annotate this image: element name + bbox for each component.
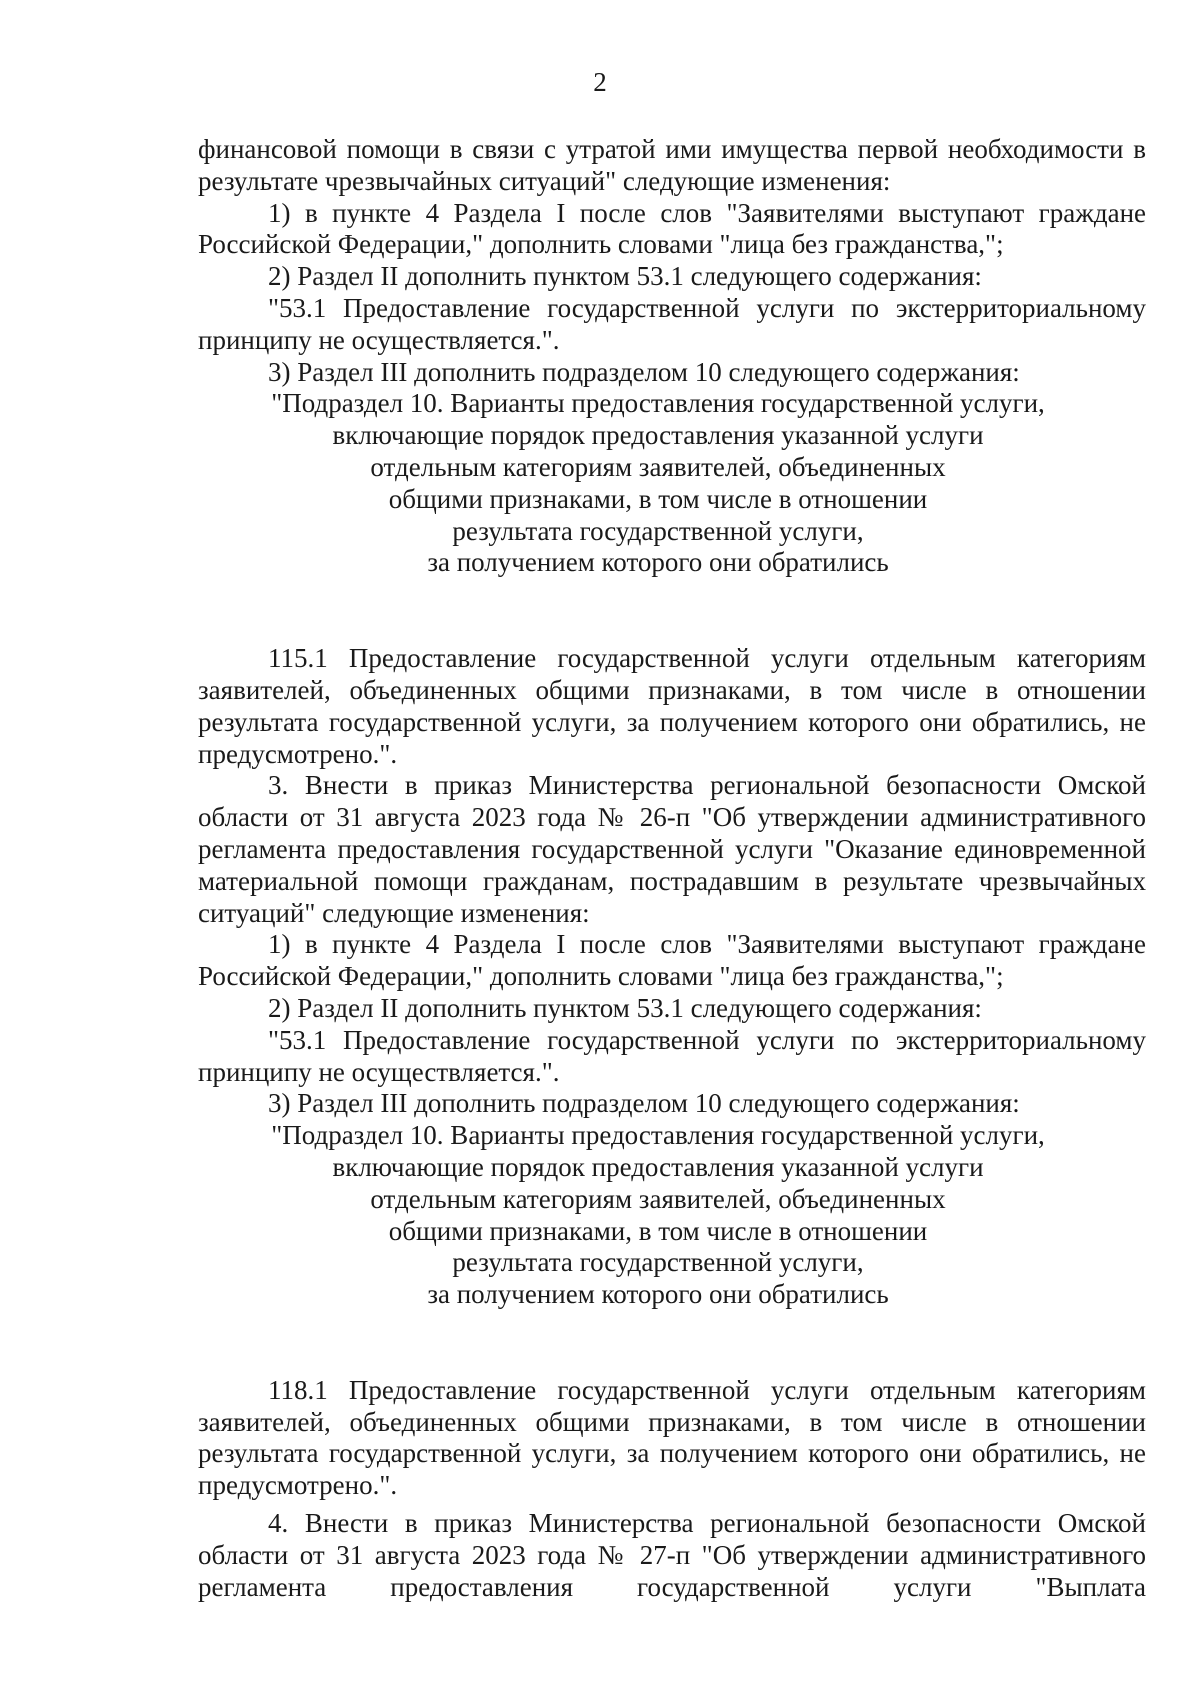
- document-body: [198, 134, 1146, 1603]
- heading-line: включающие порядок предоставления указанной услуги: [332, 420, 984, 451]
- heading-line: включающие порядок предоставления указанной услуги: [332, 1151, 984, 1182]
- spacer: [198, 579, 1146, 643]
- heading-line: общими признаками, в том числе в отношении: [388, 483, 928, 514]
- heading-line: "Подраздел 10. Варианты предоставления государственной услуги,: [271, 388, 1045, 419]
- heading-line: за получением которого они обратились: [427, 547, 889, 578]
- paragraph-115-1: 115.1 Предоставление государственной услуги отдельным категориям заявителей, объединенных общими признаками, в том числе в отношении результата государственной услуги, за получением которого они обратились, не предусмотрено.".: [198, 643, 1146, 769]
- page-number: 2: [593, 67, 607, 97]
- paragraph-item-2-b: 2) Раздел II дополнить пунктом 53.1 следующего содержания:: [268, 992, 982, 1023]
- heading-line: результата государственной услуги,: [452, 515, 864, 546]
- paragraph-continuation: финансовой помощи в связи с утратой ими имущества первой необходимости в результате чрезвычайных ситуаций" следующие изменения:: [198, 134, 1146, 196]
- paragraph-section-3: 3. Внести в приказ Министерства региональной безопасности Омской области от 31 августа 2023 года № 26-п "Об утверждении административного регламента предоставления государственной услуги "Оказание единовременной материальной помощи гражданам, пострадавшим в результате чрезвычайных ситуаций" следующие изменения:: [198, 770, 1146, 928]
- heading-line: "Подраздел 10. Варианты предоставления государственной услуги,: [271, 1120, 1045, 1151]
- paragraph-item-3-b: 3) Раздел III дополнить подразделом 10 следующего содержания:: [268, 1088, 1020, 1119]
- paragraph-item-3: 3) Раздел III дополнить подразделом 10 следующего содержания:: [268, 356, 1020, 387]
- subsection-heading-1: [158, 388, 1158, 579]
- spacer: [198, 1311, 1146, 1375]
- heading-line: результата государственной услуги,: [452, 1247, 864, 1278]
- heading-line: общими признаками, в том числе в отношении: [388, 1215, 928, 1246]
- paragraph-quote-53-1-b: "53.1 Предоставление государственной услуги по экстерриториальному принципу не осуществляется.".: [198, 1024, 1146, 1087]
- paragraph-quote-53-1: "53.1 Предоставление государственной услуги по экстерриториальному принципу не осуществляется.".: [198, 292, 1146, 355]
- heading-line: отдельным категориям заявителей, объединенных: [370, 1183, 946, 1214]
- paragraph-118-1: 118.1 Предоставление государственной услуги отдельным категориям заявителей, объединенных общими признаками, в том числе в отношении результата государственной услуги, за получением которого они обратились, не предусмотрено.".: [198, 1374, 1146, 1501]
- subsection-heading-2: [158, 1120, 1158, 1311]
- paragraph-section-4: 4. Внести в приказ Министерства региональной безопасности Омской области от 31 августа 2023 года № 27-п "Об утверждении административного регламента предоставления государственной услуги "Выплата: [198, 1508, 1146, 1602]
- paragraph-item-1: 1) в пункте 4 Раздела I после слов "Заявителями выступают граждане Российской Федерации," дополнить словами "лица без гражданства,";: [198, 197, 1146, 260]
- heading-line: за получением которого они обратились: [427, 1279, 889, 1310]
- paragraph-item-2: 2) Раздел II дополнить пунктом 53.1 следующего содержания:: [268, 261, 982, 292]
- paragraph-item-1-b: 1) в пункте 4 Раздела I после слов "Заявителями выступают граждане Российской Федерации," дополнить словами "лица без гражданства,";: [198, 929, 1146, 992]
- heading-line: отдельным категориям заявителей, объединенных: [370, 451, 946, 482]
